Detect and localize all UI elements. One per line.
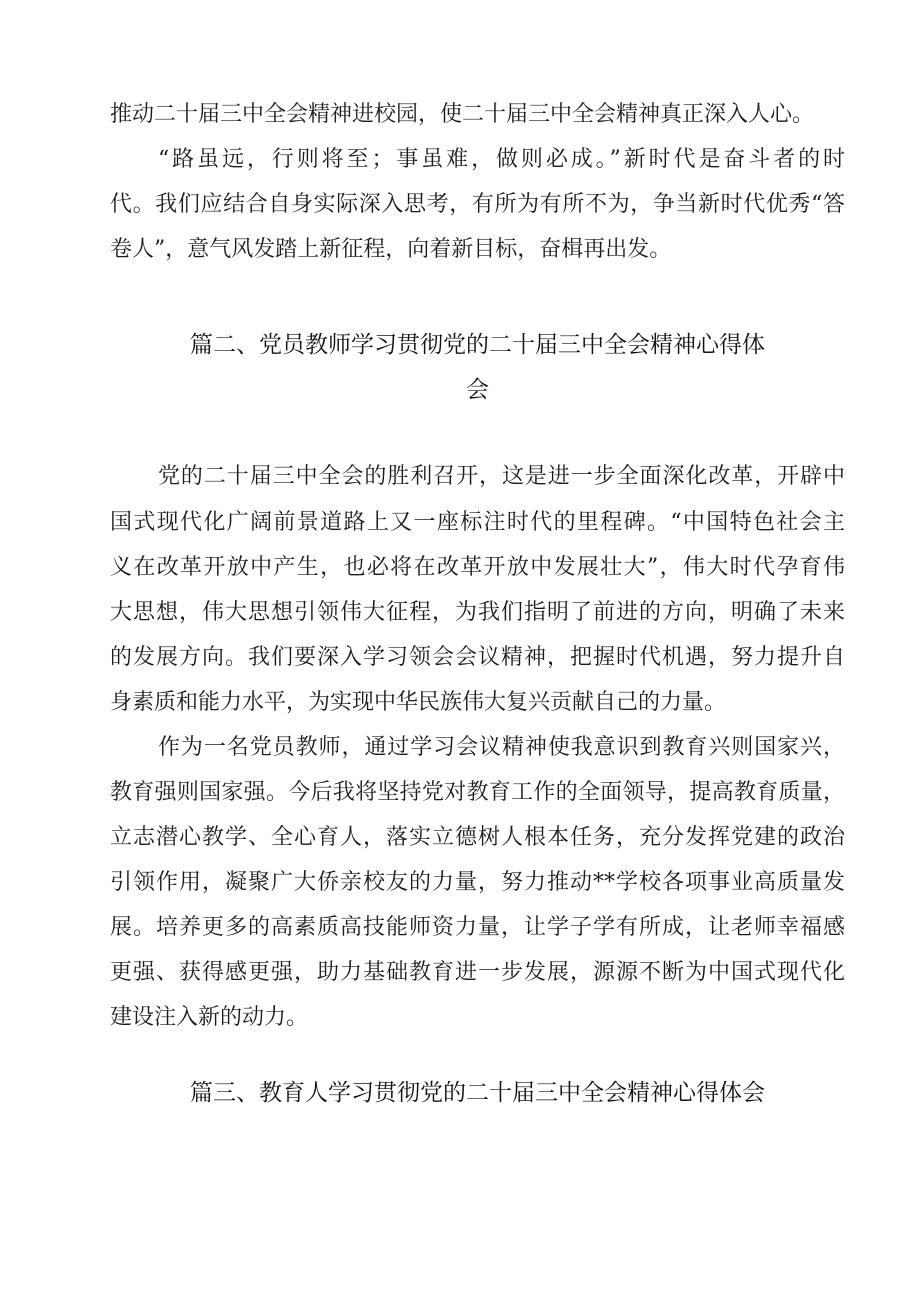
- paragraph-line: 大思想，伟大思想引领伟大征程，为我们指明了前进的方向，明确了未来: [110, 600, 845, 625]
- paragraph-line: 义在改革开放中产生，也必将在改革开放中发展壮大”，伟大时代孕育伟: [110, 555, 845, 580]
- paragraph-line: 引领作用，凝聚广大侨亲校友的力量，努力推动**学校各项事业高质量发: [110, 870, 845, 895]
- paragraph-line: 卷人”，意气风发踏上新征程，向着新目标，奋楫再出发。: [110, 237, 672, 262]
- paragraph-line: 更强、获得感更强，助力基础教育进一步发展，源源不断为中国式现代化: [110, 960, 845, 985]
- paragraph-line: 党的二十届三中全会的胜利召开，这是进一步全面深化改革，开辟中: [158, 464, 845, 489]
- section-heading: 篇二、党员教师学习贯彻党的二十届三中全会精神心得体: [190, 332, 765, 358]
- paragraph-line: 代。我们应结合自身实际深入思考，有所为有所不为，争当新时代优秀“答: [110, 192, 845, 217]
- section-heading-continued: 会: [466, 377, 489, 403]
- paragraph-line: 教育强则国家强。今后我将坚持党对教育工作的全面领导，提高教育质量，: [110, 780, 845, 805]
- section-heading: 篇三、教育人学习贯彻党的二十届三中全会精神心得体会: [190, 1080, 765, 1106]
- paragraph-line: 推动二十届三中全会精神进校园，使二十届三中全会精神真正深入人心。: [110, 102, 815, 127]
- paragraph-line: “路虽远，行则将至；事虽难，做则必成。”新时代是奋斗者的时: [158, 147, 845, 172]
- paragraph-line: 作为一名党员教师，通过学习会议精神使我意识到教育兴则国家兴，: [158, 735, 845, 760]
- paragraph-line: 的发展方向。我们要深入学习领会会议精神，把握时代机遇，努力提升自: [110, 645, 845, 670]
- paragraph-line: 身素质和能力水平，为实现中华民族伟大复兴贡献自己的力量。: [110, 690, 727, 715]
- paragraph-line: 国式现代化广阔前景道路上又一座标注时代的里程碑。“中国特色社会主: [110, 510, 845, 535]
- paragraph-line: 建设注入新的动力。: [110, 1005, 309, 1030]
- paragraph-line: 立志潜心教学、全心育人，落实立德树人根本任务，充分发挥党建的政治: [110, 825, 845, 850]
- paragraph-line: 展。培养更多的高素质高技能师资力量，让学子学有所成，让老师幸福感: [110, 915, 845, 940]
